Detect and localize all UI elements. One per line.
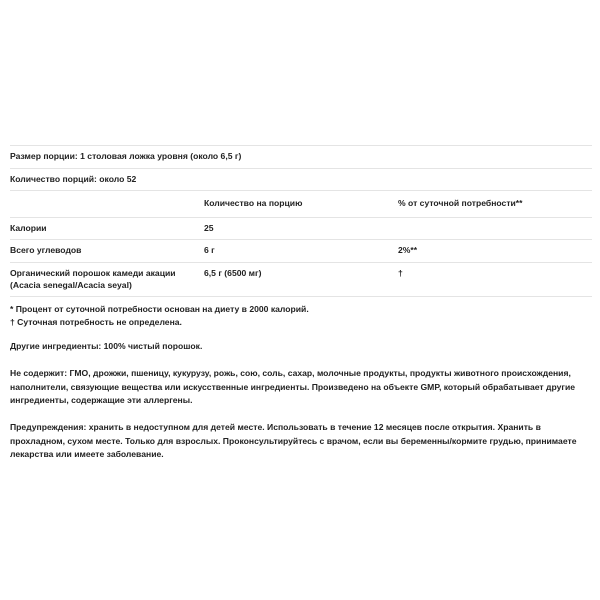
- servings-per-container-row: [10, 168, 592, 191]
- nutrient-daily-value: [398, 217, 592, 240]
- nutrient-name: Калории: [10, 217, 204, 240]
- table-header-row: [10, 191, 592, 218]
- footnote-dagger: † Суточная потребность не определена.: [10, 317, 182, 328]
- nutrient-amount: 25: [204, 217, 398, 240]
- nutrient-amount: 6 г: [204, 240, 398, 263]
- column-header-amount-per-serving: Количество на порцию: [204, 191, 398, 218]
- other-ingredients-paragraph: Другие ингредиенты: 100% чистый порошок.: [10, 341, 203, 351]
- supplement-facts-panel: [10, 145, 592, 329]
- column-header-daily-value: % от суточной потребности**: [398, 191, 592, 218]
- nutrient-name: Всего углеводов: [10, 240, 204, 263]
- warnings-paragraph: Предупреждения: хранить в недоступном для детей месте. Использовать в течение 12 месяцев после открытия. Хранить в прохладном, сухом месте. Только для взрослых. Проконсультируйтесь с врачом, если вы беременны/кормите грудью, принимаете лекарства или имеете заболевание.: [10, 422, 577, 459]
- servings-per-container-text: Количество порций: около 52: [10, 168, 592, 191]
- serving-size-row: [10, 146, 592, 169]
- footnotes: [10, 303, 592, 329]
- label-paragraphs: [10, 340, 592, 461]
- footnote-daily-value: * Процент от суточной потребности основан на диету в 2000 калорий.: [10, 304, 309, 315]
- nutrient-amount: 6,5 г (6500 мг): [204, 262, 398, 296]
- nutrient-name: Органический порошок камеди акации (Acacia senegal/Acacia seyal): [10, 262, 204, 296]
- supplement-facts-table: [10, 145, 592, 297]
- column-header-name: [10, 191, 204, 218]
- nutrient-daily-value: 2%**: [398, 240, 592, 263]
- table-row: [10, 240, 592, 263]
- table-row: [10, 217, 592, 240]
- table-row: [10, 262, 592, 296]
- serving-size-text: Размер порции: 1 столовая ложка уровня (около 6,5 г): [10, 146, 592, 169]
- nutrient-daily-value: †: [398, 262, 592, 296]
- free-from-paragraph: Не содержит: ГМО, дрожжи, пшеницу, кукурузу, рожь, сою, соль, сахар, молочные продукты, продукты животного происхождения, наполнители, связующие вещества или искусственные ингредиенты. Произведено на объекте GMP, который обрабатывает другие ингредиенты, содержащие эти аллергены.: [10, 368, 576, 405]
